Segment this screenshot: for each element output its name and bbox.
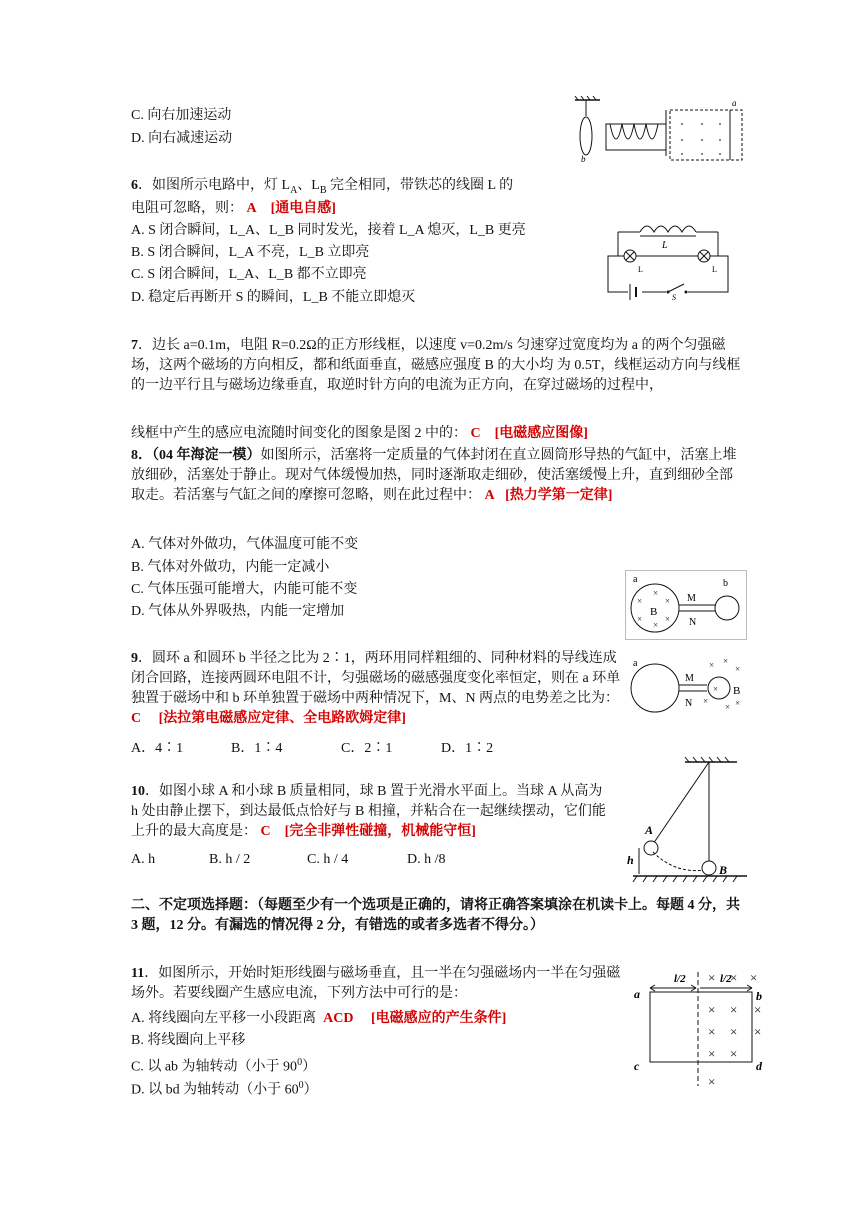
- svg-text:×: ×: [708, 1074, 716, 1089]
- section2-title: 二、不定项选择题：: [131, 898, 257, 913]
- q10-pendulum-figure: [625, 756, 753, 886]
- q10-label-B: B: [719, 863, 728, 877]
- q11-option-a: A. 将线圈向左平移一小段距离 ACD [电磁感应的产生条件]: [131, 1011, 507, 1026]
- q8-option-a: A. 气体对外做功，气体温度可能不变: [131, 537, 359, 552]
- q6-option-c: C. S 闭合瞬间，L_A、L_B 都不立即亮: [131, 267, 367, 282]
- svg-text:×: ×: [637, 596, 643, 606]
- q7-answer: C: [470, 426, 481, 441]
- svg-text:×: ×: [637, 614, 643, 624]
- q8-option-d: D. 气体从外界吸热，内能一定增加: [131, 604, 345, 619]
- q6-label-LA: L: [638, 265, 643, 274]
- svg-text:×: ×: [665, 614, 671, 624]
- q11-number: 11: [131, 966, 145, 981]
- q10-number: 10: [131, 784, 145, 799]
- q6-option-d: D. 稳定后再断开 S 的瞬间，L_B 不能立即熄灭: [131, 290, 416, 305]
- q5-label-a: a: [732, 98, 737, 108]
- q6-label-S: S: [672, 293, 676, 300]
- q8-stem: 8．（04 年海淀一模）如图所示，活塞将一定质量的气体封闭在直立圆筒形导热的气缸中，活塞上堆放细砂，活塞处于静止。现对气体缓慢加热，同时逐渐取走细砂，使活塞缓慢上升，直到细砂全部取走。若活塞与气缸之间的摩擦可忽略，则在此过程中： A [热力学第一定律]: [131, 448, 737, 503]
- q9-option-c: C．2∶1: [341, 741, 393, 756]
- svg-text:×: ×: [703, 696, 709, 706]
- q9-bottom-label-M: M: [685, 673, 694, 684]
- svg-text:×: ×: [713, 684, 719, 694]
- q10-label-A: A: [645, 823, 654, 837]
- svg-text:×: ×: [730, 970, 738, 985]
- q5-label-b: b: [581, 154, 586, 164]
- svg-text:×: ×: [708, 1002, 716, 1017]
- q8-option-b: B. 气体对外做功，内能一定减小: [131, 560, 330, 575]
- q9-top-label-B: B: [650, 606, 658, 618]
- svg-text:×: ×: [735, 698, 741, 708]
- q9-bottom-label-B: B: [733, 685, 741, 697]
- q7-number: 7: [131, 338, 138, 353]
- q8-answer: A: [484, 488, 495, 503]
- q9-tag: [法拉第电磁感应定律、全电路欧姆定律]: [158, 711, 406, 726]
- svg-text:×: ×: [709, 660, 715, 670]
- q11-option-c: C. 以 ab 为轴转动（小于 $90^0$）: [131, 1057, 317, 1075]
- q11-answer: ACD: [323, 1011, 354, 1026]
- q11-option-d: D. 以 bd 为轴转动（小于 $60^0$）: [131, 1080, 318, 1098]
- svg-text:×: ×: [708, 970, 716, 985]
- q9-figure-top: [625, 570, 747, 640]
- q5-option-d: D. 向右减速运动: [131, 131, 233, 146]
- q6-number: 6: [131, 178, 138, 193]
- q11-tag: [电磁感应的产生条件]: [370, 1011, 507, 1026]
- svg-text:×: ×: [754, 1024, 762, 1039]
- q9-option-a: A．4∶1: [131, 741, 184, 756]
- q8-tag: [热力学第一定律]: [505, 488, 613, 503]
- q10-answer: C: [260, 824, 271, 839]
- q11-option-b: B. 将线圈向上平移: [131, 1033, 246, 1048]
- q11-label-half2: l/2: [720, 973, 732, 985]
- q10-option-b: B. h / 2: [209, 852, 251, 867]
- q10-stem: 10．如图小球 A 和小球 B 质量相同，球 B 置于光滑水平面上。当球 A 从高为 h 处由静止摆下，到达最低点恰好与 B 相撞，并粘合在一起继续摆动，它们能上升的最大高度是： C [完全非弹性碰撞，机械能守恒]: [131, 784, 606, 839]
- svg-text:×: ×: [754, 1002, 762, 1017]
- section2-header: [131, 896, 743, 936]
- svg-text:×: ×: [708, 1024, 716, 1039]
- q9-top-label-a: a: [633, 574, 638, 585]
- q6-label-L: L: [662, 240, 668, 251]
- q9-option-b: B．1∶4: [231, 741, 283, 756]
- svg-text:×: ×: [723, 656, 729, 666]
- q9-bottom-label-a: a: [633, 658, 638, 669]
- svg-text:×: ×: [653, 620, 659, 630]
- q7-last-line: 线框中产生的感应电流随时间变化的图象是图 2 中的： C [电磁感应图像]: [131, 426, 588, 441]
- q6-label-LB: L: [712, 265, 717, 274]
- q10-tag: [完全非弹性碰撞，机械能守恒]: [284, 824, 476, 839]
- svg-text:×: ×: [730, 1046, 738, 1061]
- q11-label-half1: l/2: [674, 973, 686, 985]
- svg-text:×: ×: [730, 1002, 738, 1017]
- q9-top-label-N: N: [689, 617, 697, 628]
- svg-text:×: ×: [730, 1024, 738, 1039]
- q6-option-b: B. S 闭合瞬间，L_A 不亮，L_B 立即亮: [131, 245, 370, 260]
- q6-tag: [通电自感]: [270, 201, 336, 216]
- section2-desc: （每题至少有一个选项是正确的，请将正确答案填涂在机读卡上。每题 4 分，共 3 题，12 分。有漏选的情况得 2 分，有错选的或者多选者不得分。）: [131, 898, 740, 933]
- q6-option-a: A. S 闭合瞬间，L_A、L_B 同时发光，接着 L_A 熄灭，L_B 更亮: [131, 223, 526, 238]
- q8-option-c: C. 气体压强可能增大，内能可能不变: [131, 582, 358, 597]
- q8-number: 8: [131, 448, 138, 463]
- q9-figure-bottom: [625, 654, 747, 720]
- q6-circuit-figure: [600, 220, 740, 300]
- q9-top-label-b: b: [723, 578, 728, 589]
- q9-number: 9: [131, 651, 138, 666]
- q9-top-label-M: M: [687, 593, 696, 604]
- q7-tag: [电磁感应图像]: [494, 426, 588, 441]
- q9-option-d: D．1∶2: [441, 741, 494, 756]
- q10-label-h: h: [627, 853, 634, 867]
- q11-label-d: d: [756, 1059, 762, 1073]
- svg-text:×: ×: [665, 596, 671, 606]
- q9-bottom-label-N: N: [685, 698, 693, 709]
- q10-option-d: D. h /8: [407, 852, 446, 867]
- q7-stem: 7．边长 a=0.1m，电阻 R=0.2Ω的正方形线框，以速度 v=0.2m/s 匀速穿过宽度均为 a 的两个匀强磁场，这两个磁场的方向相反，都和纸面垂直，磁感应强度 B 的大小均 为 0.5T，线框运动方向与线框的一边平行且与磁场边缘垂直，取逆时针方向的电流为正方向，在穿过磁场的过程中，: [131, 338, 741, 393]
- q11-coil-figure: [628, 968, 772, 1090]
- q5-figure: [570, 96, 750, 166]
- q6-answer: A: [246, 201, 257, 216]
- svg-text:×: ×: [708, 1046, 716, 1061]
- q10-options: [131, 850, 446, 870]
- q11-label-b: b: [756, 989, 762, 1003]
- q9-stem: 9．圆环 a 和圆环 b 半径之比为 2∶1，两环用同样粗细的、同种材料的导线连成闭合回路，连接两圆环电阻不计，匀强磁场的磁感强度变化率恒定，则在 a 环单独置于磁场中和 b 环单独置于磁场中两种情况下，M、N 两点的电势差之比为： C [法拉第电磁感应定律、全电路欧姆定律]: [131, 651, 621, 726]
- q5-option-c: C. 向右加速运动: [131, 108, 232, 123]
- q9-answer: C: [131, 711, 142, 726]
- q10-option-a: A. h: [131, 852, 156, 867]
- svg-text:×: ×: [725, 702, 731, 712]
- q6-stem: 6．如图所示电路中，灯 $L_A$、$L_B$ 完全相同，带铁芯的线圈 L 的: [131, 178, 514, 196]
- svg-text:×: ×: [750, 970, 758, 985]
- q11-label-c: c: [634, 1059, 640, 1073]
- svg-text:×: ×: [653, 588, 659, 598]
- q10-option-c: C. h / 4: [307, 852, 349, 867]
- q9-options: [131, 739, 493, 759]
- svg-text:×: ×: [735, 664, 741, 674]
- q11-stem: 11．如图所示，开始时矩形线圈与磁场垂直，且一半在匀强磁场内一半在匀强磁场外。若要线圈产生感应电流，下列方法中可行的是：: [131, 966, 621, 1001]
- q6-stem-line2: 电阻可忽略，则： A [通电自感]: [131, 201, 336, 216]
- q11-label-a: a: [634, 987, 640, 1001]
